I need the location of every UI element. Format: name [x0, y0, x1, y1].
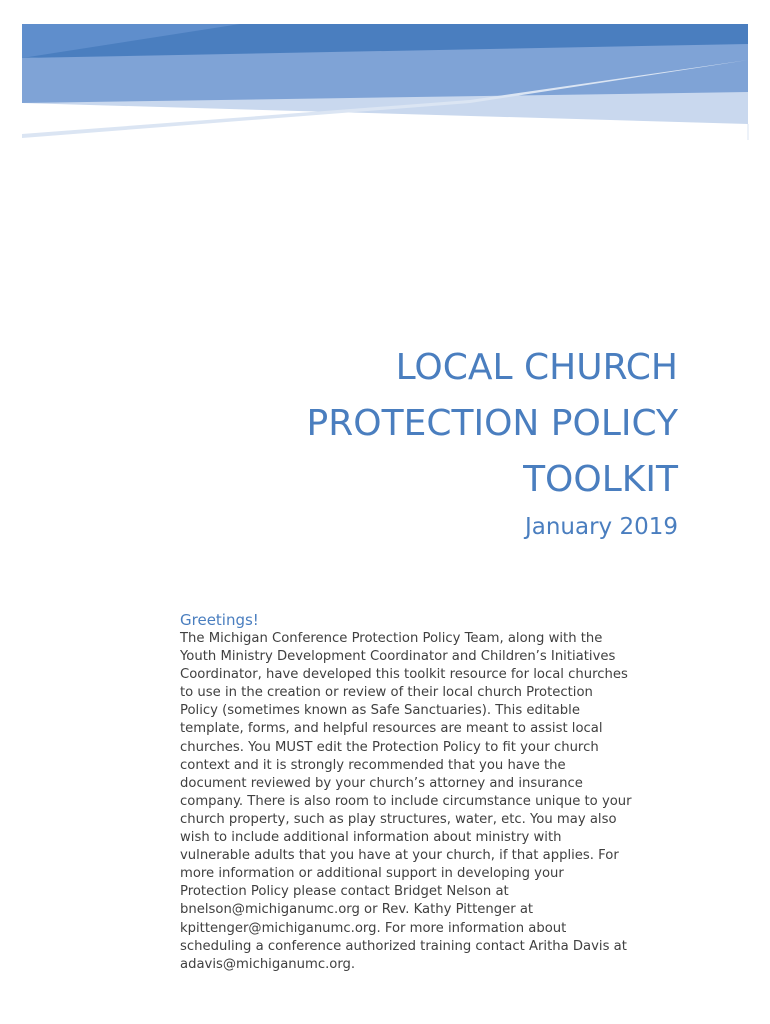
title-block	[307, 340, 678, 542]
greeting-line: Policy (sometimes known as Safe Sanctuaries). This editable	[180, 703, 580, 719]
greeting-line: kpittenger@michiganumc.org. For more information about	[180, 920, 567, 936]
greeting-line: scheduling a conference authorized training contact Aritha Davis at	[180, 938, 627, 954]
greeting-line: adavis@michiganumc.org.	[180, 956, 356, 972]
greeting-line: The Michigan Conference Protection Policy Team, along with the	[180, 631, 603, 646]
greeting-line: company. There is also room to include circumstance unique to your	[180, 793, 632, 809]
greeting-line: church property, such as play structures, water, etc. You may also	[180, 811, 617, 827]
document-title-line-1: LOCAL CHURCH	[395, 347, 678, 388]
greeting-line: churches. You MUST edit the Protection Policy to fit your church	[180, 739, 599, 755]
header-banner-graphic	[0, 0, 770, 150]
greeting-line: more information or additional support in developing your	[180, 866, 564, 882]
greeting-heading: Greetings!	[180, 611, 259, 629]
greeting-line: to use in the creation or review of their local church Protection	[180, 685, 593, 701]
greeting-line: vulnerable adults that you have at your church, if that applies. For	[180, 848, 619, 864]
greeting-line: Youth Ministry Development Coordinator and Children’s Initiatives	[180, 649, 616, 665]
greeting-section	[180, 610, 710, 974]
greeting-line: Coordinator, have developed this toolkit resource for local churches	[180, 667, 628, 683]
document-date: January 2019	[524, 514, 678, 540]
document-title-line-3: TOOLKIT	[523, 459, 678, 500]
greeting-line: context and it is strongly recommended that you have the	[180, 757, 566, 773]
greeting-line: bnelson@michiganumc.org or Rev. Kathy Pittenger at	[180, 902, 534, 918]
greeting-line: document reviewed by your church’s attorney and insurance	[180, 775, 583, 791]
greeting-line: wish to include additional information about ministry with	[180, 830, 562, 846]
greeting-body	[180, 630, 710, 974]
document-title-line-2: PROTECTION POLICY	[306, 403, 678, 444]
greeting-line: Protection Policy please contact Bridget Nelson at	[180, 884, 509, 900]
greeting-line: template, forms, and helpful resources are meant to assist local	[180, 721, 603, 737]
